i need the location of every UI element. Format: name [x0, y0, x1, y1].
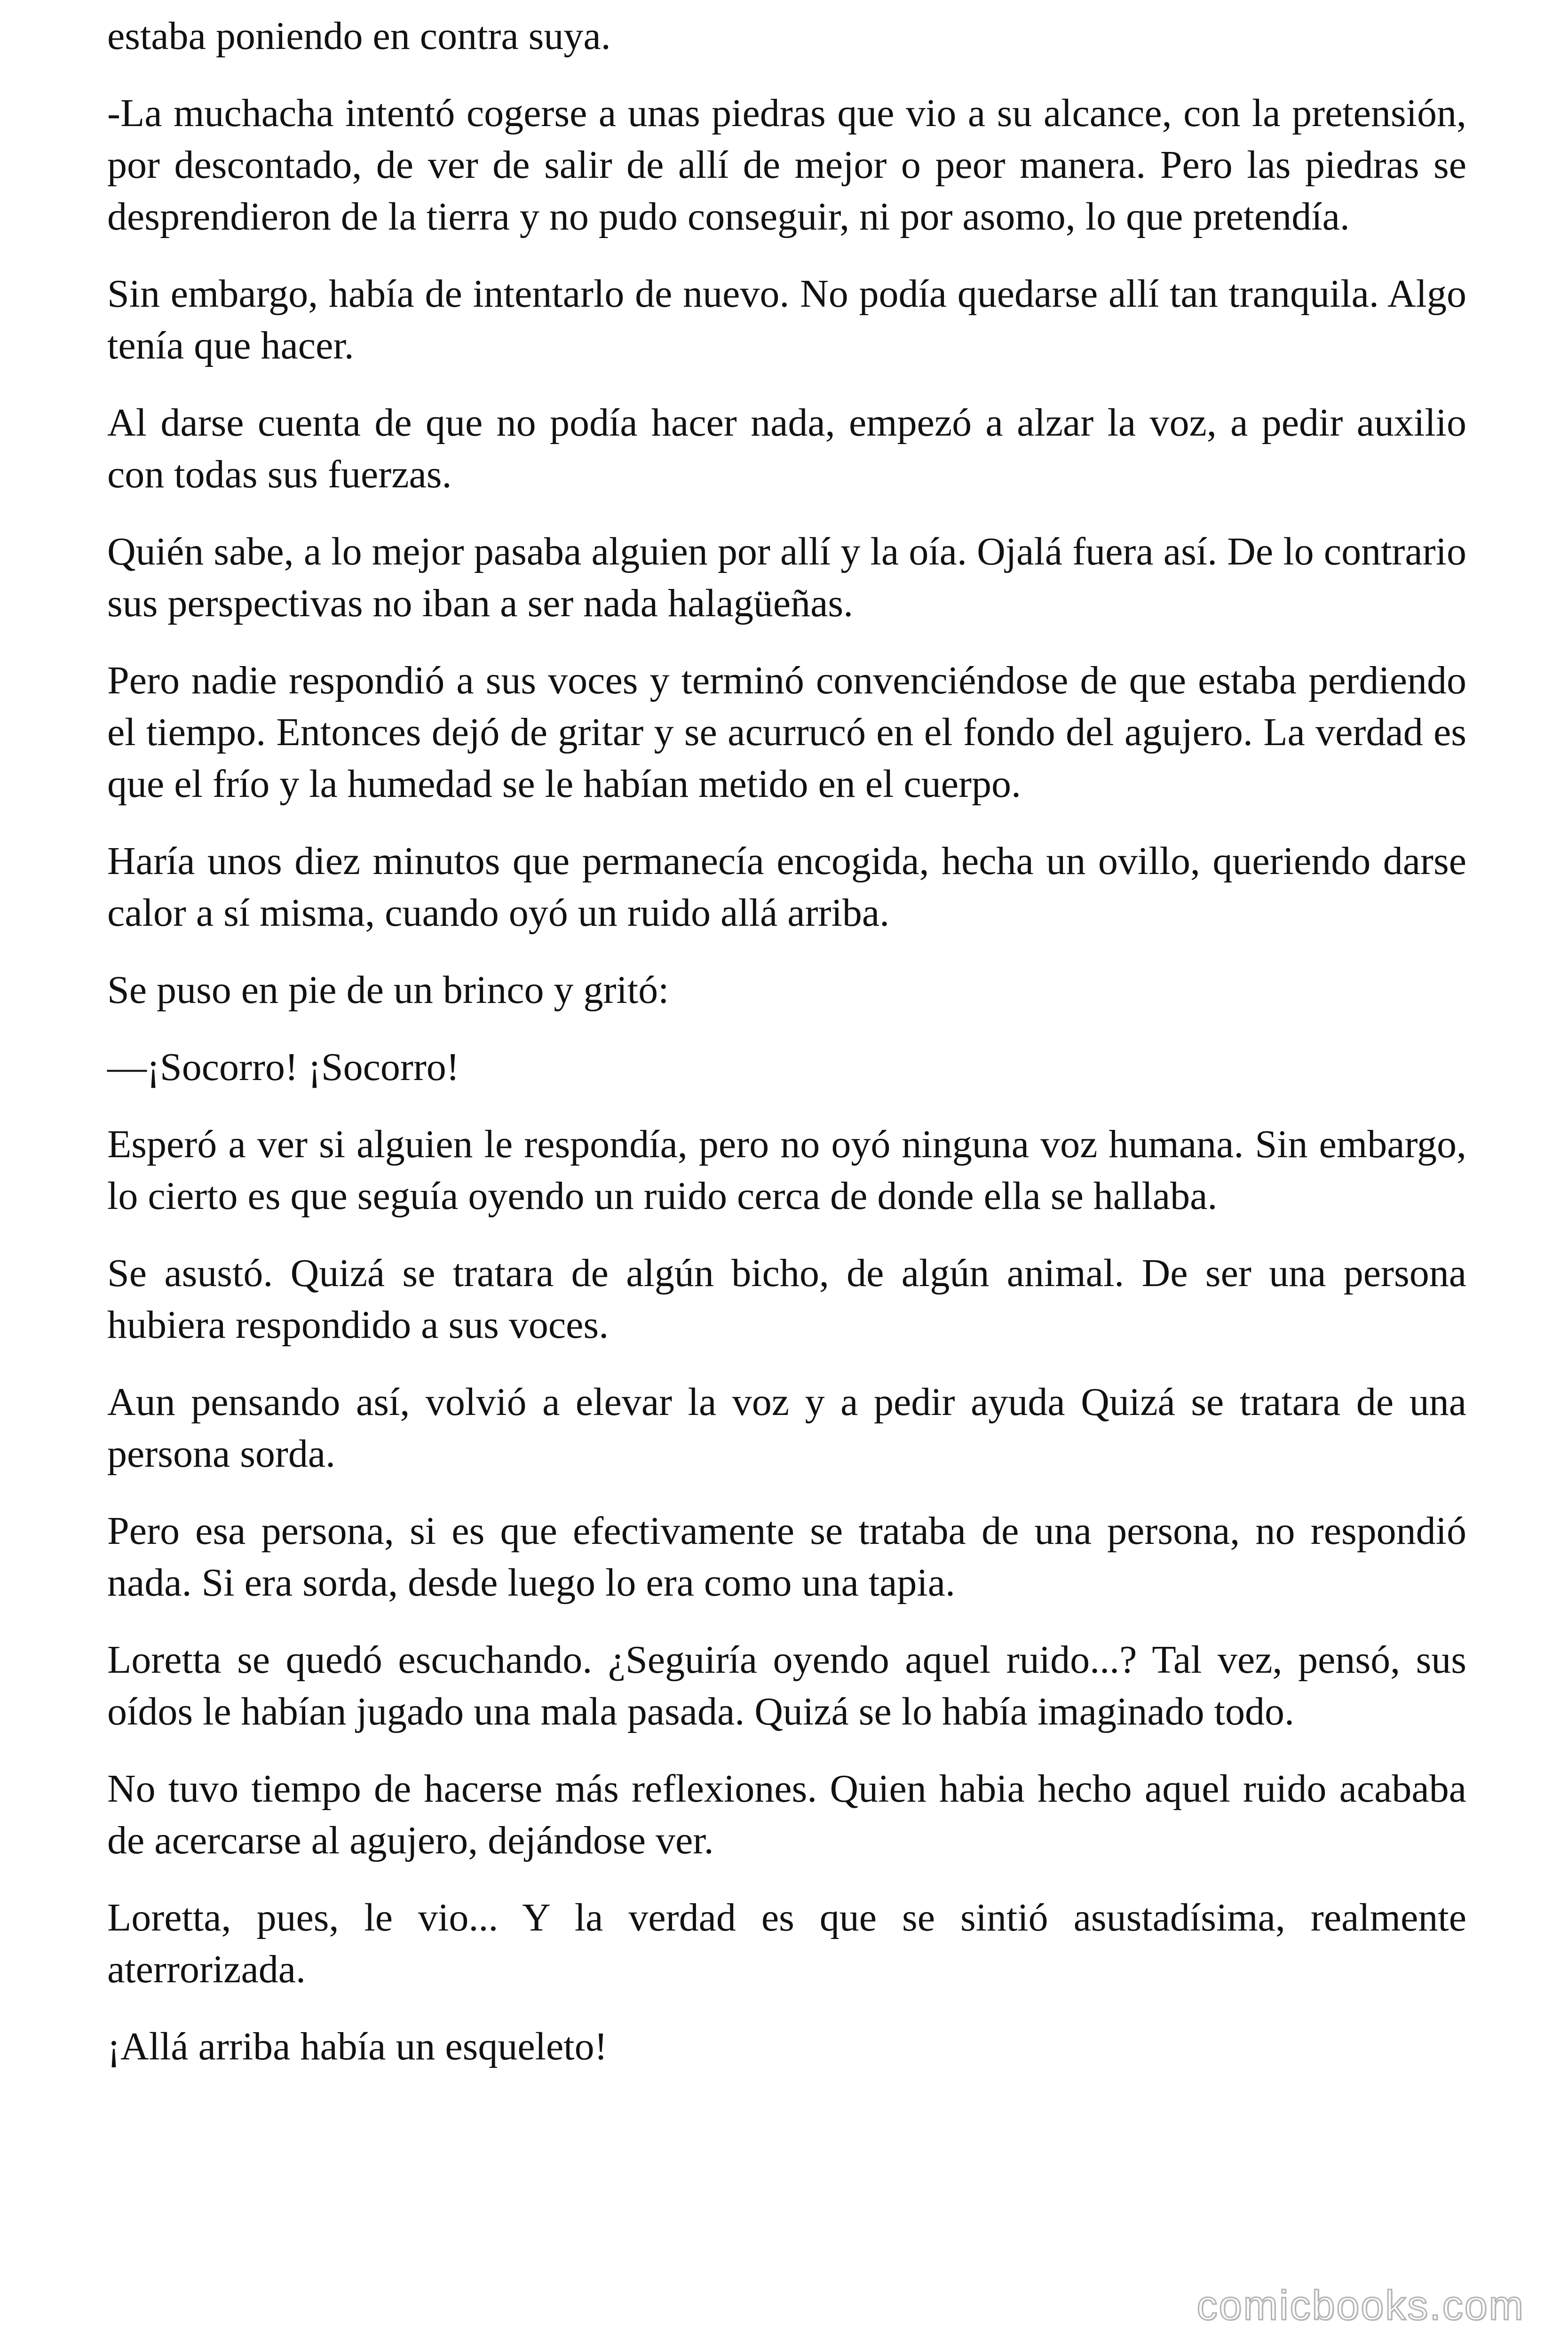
paragraph: Esperó a ver si alguien le respondía, pero no oyó ninguna voz humana. Sin embargo, lo cierto es que seguía oyendo un ruido cerca de donde ella se hallaba.	[107, 1122, 1466, 1218]
paragraph: No tuvo tiempo de hacerse más reflexiones. Quien habia hecho aquel ruido acababa de acercarse al agujero, dejándose ver.	[107, 1767, 1466, 1862]
paragraph: ¡Allá arriba había un esqueleto!	[107, 2025, 608, 2068]
paragraph: Pero nadie respondió a sus voces y terminó convenciéndose de que estaba perdiendo el tiempo. Entonces dejó de gritar y se acurrucó en el fondo del agujero. La verdad es que el frío y la humedad se le habían metido en el cuerpo.	[107, 659, 1466, 806]
paragraph: Se asustó. Quizá se tratara de algún bicho, de algún animal. De ser una persona hubiera respondido a sus voces.	[107, 1251, 1466, 1347]
paragraph: -La muchacha intentó cogerse a unas piedras que vio a su alcance, con la pretensión, por descontado, de ver de salir de allí de mejor o peor manera. Pero las piedras se desprendieron de la tierra y no pudo conseguir, ni por asomo, lo que pretendía.	[107, 91, 1466, 238]
paragraph: Quién sabe, a lo mejor pasaba alguien por allí y la oía. Ojalá fuera así. De lo contrario sus perspectivas no iban a ser nada halagüeñas.	[107, 530, 1466, 625]
watermark: comicbooks.com	[1196, 2282, 1525, 2328]
paragraph: Loretta, pues, le vio... Y la verdad es que se sintió asustadísima, realmente aterrorizada.	[107, 1896, 1466, 1991]
document-page	[107, 10, 1466, 2098]
paragraph: Se puso en pie de un brinco y gritó:	[107, 968, 669, 1012]
paragraph: estaba poniendo en contra suya.	[107, 14, 611, 58]
paragraph: Sin embargo, había de intentarlo de nuevo. No podía quedarse allí tan tranquila. Algo tenía que hacer.	[107, 272, 1466, 367]
paragraph: Loretta se quedó escuchando. ¿Seguiría oyendo aquel ruido...? Tal vez, pensó, sus oídos le habían jugado una mala pasada. Quizá se lo había imaginado todo.	[107, 1638, 1466, 1733]
paragraph: Pero esa persona, si es que efectivamente se trataba de una persona, no respondió nada. Si era sorda, desde luego lo era como una tapia.	[107, 1509, 1466, 1605]
paragraph: Haría unos diez minutos que permanecía encogida, hecha un ovillo, queriendo darse calor a sí misma, cuando oyó un ruido allá arriba.	[107, 839, 1466, 935]
paragraph: Al darse cuenta de que no podía hacer nada, empezó a alzar la voz, a pedir auxilio con todas sus fuerzas.	[107, 401, 1466, 496]
dialogue-line: —¡Socorro! ¡Socorro!	[107, 1045, 459, 1089]
paragraph: Aun pensando así, volvió a elevar la voz y a pedir ayuda Quizá se tratara de una persona sorda.	[107, 1380, 1466, 1476]
